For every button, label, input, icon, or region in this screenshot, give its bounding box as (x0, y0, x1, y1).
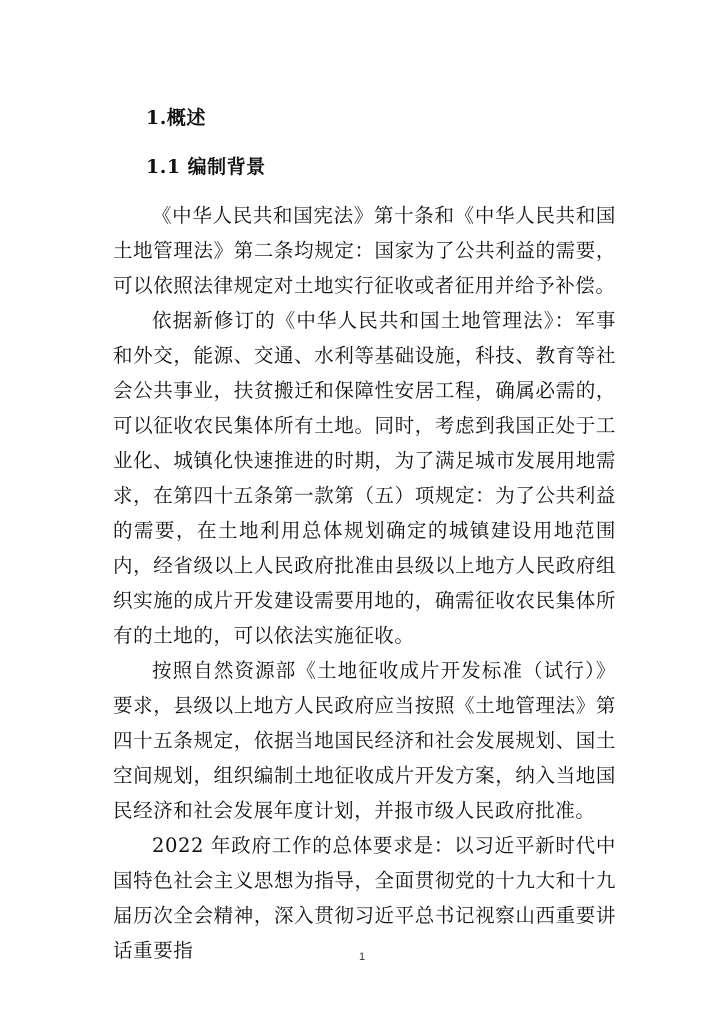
paragraph-constitution: 《中华人民共和国宪法》第十条和《中华人民共和国土地管理法》第二条均规定：国家为了公共利益的需要，可以依照法律规定对土地实行征收或者征用并给予补偿。 (113, 204, 616, 297)
paragraph-government-work: 2022 年政府工作的总体要求是：以习近平新时代中国特色社会主义思想为指导，全面贯彻党的十九大和十九届历次全会精神，深入贯彻习近平总书记视察山西重要讲话重要指 (113, 834, 616, 962)
subsection-heading: 1.1 编制背景 (146, 156, 266, 178)
paragraph-land-law: 依据新修订的《中华人民共和国土地管理法》：军事和外交，能源、交通、水利等基础设施，科技、教育等社会公共事业，扶贫搬迁和保障性安居工程，确属必需的，可以征收农民集体所有土地。同时，考虑到我国正处于工业化、城镇化快速推进的时期，为了满足城市发展用地需求，在第四十五条第一款第（五）项规定：为了公共利益的需要，在土地利用总体规划确定的城镇建设用地范围内，经省级以上人民政府批准由县级以上地方人民政府组织实施的成片开发建设需要用地的，确需征收农民集体所有的土地的，可以依法实施征收。 (113, 309, 616, 647)
body-text (113, 198, 616, 968)
paragraph-standard: 按照自然资源部《土地征收成片开发标准（试行）》要求，县级以上地方人民政府应当按照《土地管理法》第四十五条规定，依据当地国民经济和社会发展规划、国土空间规划，组织编制土地征收成片开发方案，纳入当地国民经济和社会发展年度计划，并报市级人民政府批准。 (113, 659, 616, 822)
section-heading: 1.概述 (146, 107, 206, 129)
page-number: 1 (358, 951, 366, 963)
